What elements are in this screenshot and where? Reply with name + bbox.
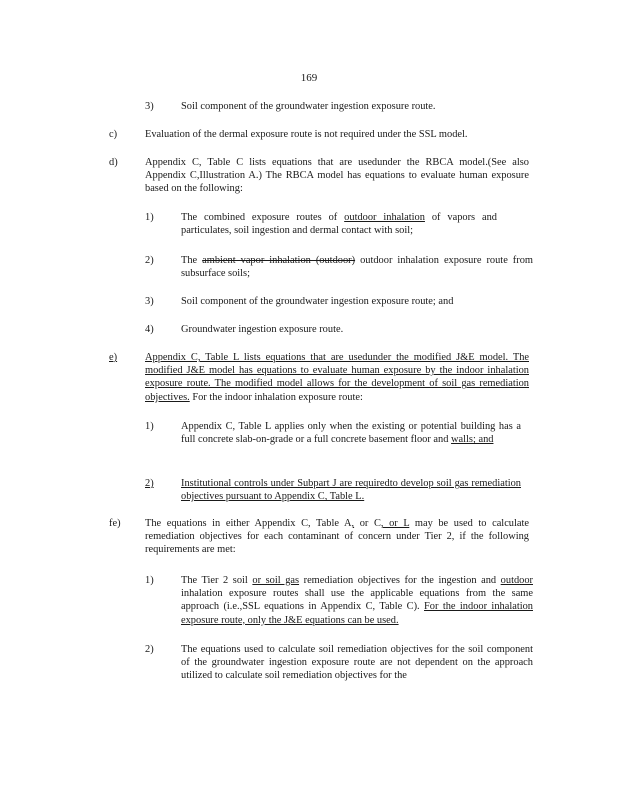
text-segment: Soil component of the groundwater ingestion exposure route; and <box>181 296 454 307</box>
text-segment: Groundwater ingestion exposure route. <box>181 324 344 335</box>
paragraph-text <box>145 351 529 404</box>
text-segment: Evaluation of the dermal exposure route is not required under the SSL model. <box>145 129 468 140</box>
inserted-text: or soil gas <box>252 575 300 586</box>
text-segment: The equations used to calculate soil remediation objectives for the soil component of the groundwater ingestion exposure route are not dependent on the approach utilized to calculate soil remediation objectives for the <box>181 644 533 682</box>
text-segment: or C <box>354 518 381 529</box>
inserted-text: walls; and <box>451 434 494 446</box>
inserted-text: For the indoor inhalation exposure route, only the J&E equations can be used. <box>181 601 533 626</box>
paragraph-label: 3) <box>145 296 154 307</box>
paragraph-label: d) <box>109 157 118 168</box>
paragraph-text <box>181 643 533 683</box>
paragraph-text <box>181 477 521 503</box>
paragraph-text <box>181 100 531 113</box>
paragraph-label: 3) <box>145 101 154 112</box>
text-segment: remediation objectives for the ingestion and <box>299 575 501 586</box>
paragraph-text <box>181 295 497 308</box>
paragraph-label: c) <box>109 129 118 140</box>
paragraph-text <box>145 128 525 141</box>
text-segment: may be used to calculate remediation objectives for each contaminant of concern under Tier 2, if the following requirements are met: <box>145 518 529 556</box>
text-segment: The Tier 2 soil <box>181 575 253 586</box>
paragraph-label: 1) <box>145 575 154 586</box>
paragraph-text <box>181 211 497 237</box>
inserted-text: , or L <box>380 518 410 529</box>
text-segment: For the indoor inhalation exposure route: <box>189 391 363 403</box>
text-segment: The <box>181 255 203 266</box>
text-segment: outdoor inhalation exposure route from subsurface soils; <box>181 255 533 280</box>
paragraph-label: e) <box>109 352 118 363</box>
inserted-text: outdoor <box>500 575 533 586</box>
paragraph-label: 2) <box>145 255 154 266</box>
deleted-text: ambient vapor inhalation (outdoor) <box>202 255 356 266</box>
text-segment: The combined exposure routes of <box>181 212 345 223</box>
paragraph-text <box>145 156 529 196</box>
paragraph-text <box>145 517 529 557</box>
paragraph-label: 2) <box>145 644 154 655</box>
paragraph-text <box>181 574 533 627</box>
paragraph-label: 1) <box>145 212 154 223</box>
paragraph-text <box>181 420 521 446</box>
text-segment: of vapors and particulates, soil ingestion and dermal contact with soil; <box>181 212 497 237</box>
paragraph-label: 2) <box>145 478 154 489</box>
inserted-text: outdoor inhalation <box>344 212 425 223</box>
text-segment: The equations in either Appendix C, Table A <box>145 518 352 529</box>
text-segment: inhalation exposure routes shall use the applicable equations from the same approach (i.e.,SSL equations in Appendix C, Table C). <box>181 588 533 613</box>
page-number: 169 <box>300 72 318 84</box>
paragraph-text <box>181 323 371 336</box>
inserted-text: Institutional controls under Subpart J are requiredto develop soil gas remediation objectives pursuant to Appendix C, Table L. <box>181 478 521 503</box>
paragraph-label: fe) <box>109 518 121 529</box>
inserted-text: , <box>351 518 355 529</box>
text-segment: Appendix C, Table L applies only when the existing or potential building has a full concrete slab-on-grade or a full concrete basement floor and <box>181 421 521 446</box>
paragraph-label: 1) <box>145 421 154 432</box>
text-segment: Appendix C, Table C lists equations that are usedunder the RBCA model.(See also Appendix C,Illustration A.) The RBCA model has equations to evaluate human exposure based on the following: <box>145 157 529 195</box>
text-segment: Soil component of the groundwater ingestion exposure route. <box>181 101 436 112</box>
inserted-text: Appendix C, Table L lists equations that are usedunder the modified J&E model. The modified J&E model has equations to evaluate human exposure by the indoor inhalation exposure route. The modified model allows for the development of soil gas remediation objectives. <box>145 352 529 403</box>
paragraph-text <box>181 254 533 280</box>
paragraph-label: 4) <box>145 324 154 335</box>
